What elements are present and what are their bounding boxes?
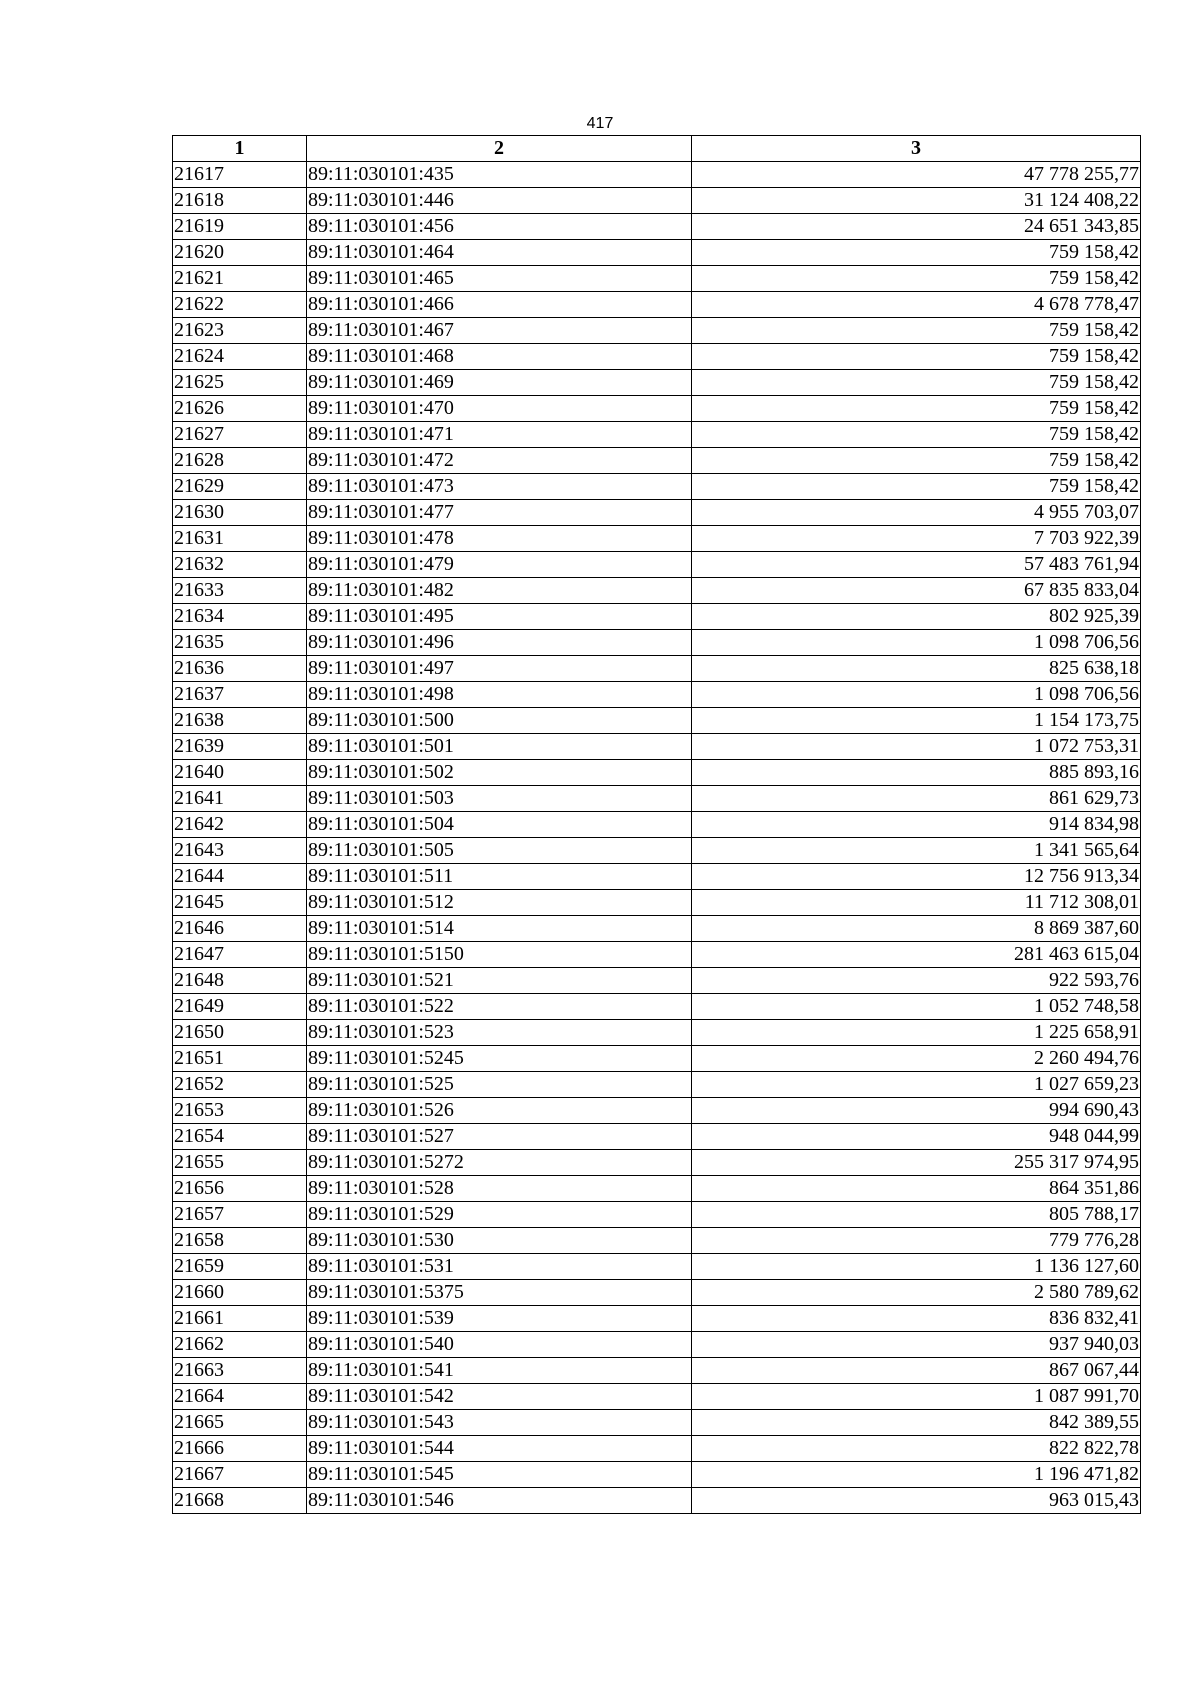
table-row bbox=[173, 240, 1141, 266]
cadastral-number-cell: 89:11:030101:473 bbox=[307, 474, 692, 500]
table-row bbox=[173, 500, 1141, 526]
header-row bbox=[173, 136, 1141, 162]
cadastral-number-cell: 89:11:030101:501 bbox=[307, 734, 692, 760]
table-row bbox=[173, 474, 1141, 500]
row-number-cell: 21625 bbox=[173, 370, 307, 396]
row-number-cell: 21636 bbox=[173, 656, 307, 682]
row-number-cell: 21641 bbox=[173, 786, 307, 812]
cadastral-number-cell: 89:11:030101:5375 bbox=[307, 1280, 692, 1306]
table-row bbox=[173, 734, 1141, 760]
cadastral-value-cell: 922 593,76 bbox=[692, 968, 1141, 994]
cadastral-number-cell: 89:11:030101:521 bbox=[307, 968, 692, 994]
table-row bbox=[173, 1020, 1141, 1046]
cadastral-value-cell: 11 712 308,01 bbox=[692, 890, 1141, 916]
row-number-cell: 21643 bbox=[173, 838, 307, 864]
cadastral-value-cell: 7 703 922,39 bbox=[692, 526, 1141, 552]
row-number-cell: 21618 bbox=[173, 188, 307, 214]
table-row bbox=[173, 1150, 1141, 1176]
table-header bbox=[173, 136, 1141, 162]
cadastral-value-cell: 1 072 753,31 bbox=[692, 734, 1141, 760]
row-number-cell: 21629 bbox=[173, 474, 307, 500]
cadastral-value-cell: 937 940,03 bbox=[692, 1332, 1141, 1358]
cadastral-number-cell: 89:11:030101:482 bbox=[307, 578, 692, 604]
cadastral-number-cell: 89:11:030101:465 bbox=[307, 266, 692, 292]
table-row bbox=[173, 1410, 1141, 1436]
cadastral-value-cell: 47 778 255,77 bbox=[692, 162, 1141, 188]
cadastral-number-cell: 89:11:030101:500 bbox=[307, 708, 692, 734]
cadastral-value-cell: 914 834,98 bbox=[692, 812, 1141, 838]
row-number-cell: 21656 bbox=[173, 1176, 307, 1202]
cadastral-number-cell: 89:11:030101:539 bbox=[307, 1306, 692, 1332]
cadastral-number-cell: 89:11:030101:467 bbox=[307, 318, 692, 344]
cadastral-number-cell: 89:11:030101:540 bbox=[307, 1332, 692, 1358]
cadastral-number-cell: 89:11:030101:511 bbox=[307, 864, 692, 890]
cadastral-value-cell: 805 788,17 bbox=[692, 1202, 1141, 1228]
cadastral-value-cell: 1 052 748,58 bbox=[692, 994, 1141, 1020]
cadastral-number-cell: 89:11:030101:528 bbox=[307, 1176, 692, 1202]
row-number-cell: 21644 bbox=[173, 864, 307, 890]
row-number-cell: 21659 bbox=[173, 1254, 307, 1280]
cadastral-value-cell: 2 260 494,76 bbox=[692, 1046, 1141, 1072]
cadastral-number-cell: 89:11:030101:495 bbox=[307, 604, 692, 630]
cadastral-value-cell: 1 225 658,91 bbox=[692, 1020, 1141, 1046]
column-header-2: 2 bbox=[307, 136, 692, 162]
row-number-cell: 21635 bbox=[173, 630, 307, 656]
row-number-cell: 21655 bbox=[173, 1150, 307, 1176]
cadastral-number-cell: 89:11:030101:5150 bbox=[307, 942, 692, 968]
table-row bbox=[173, 1436, 1141, 1462]
table-row bbox=[173, 656, 1141, 682]
cadastral-number-cell: 89:11:030101:545 bbox=[307, 1462, 692, 1488]
row-number-cell: 21639 bbox=[173, 734, 307, 760]
table-row bbox=[173, 708, 1141, 734]
cadastral-value-cell: 825 638,18 bbox=[692, 656, 1141, 682]
row-number-cell: 21622 bbox=[173, 292, 307, 318]
cadastral-number-cell: 89:11:030101:541 bbox=[307, 1358, 692, 1384]
cadastral-number-cell: 89:11:030101:469 bbox=[307, 370, 692, 396]
cadastral-number-cell: 89:11:030101:512 bbox=[307, 890, 692, 916]
row-number-cell: 21626 bbox=[173, 396, 307, 422]
cadastral-number-cell: 89:11:030101:472 bbox=[307, 448, 692, 474]
table-row bbox=[173, 838, 1141, 864]
row-number-cell: 21666 bbox=[173, 1436, 307, 1462]
table-row bbox=[173, 994, 1141, 1020]
cadastral-number-cell: 89:11:030101:478 bbox=[307, 526, 692, 552]
table-row bbox=[173, 188, 1141, 214]
cadastral-value-cell: 963 015,43 bbox=[692, 1488, 1141, 1514]
table-row bbox=[173, 760, 1141, 786]
cadastral-number-cell: 89:11:030101:543 bbox=[307, 1410, 692, 1436]
row-number-cell: 21632 bbox=[173, 552, 307, 578]
cadastral-value-cell: 4 678 778,47 bbox=[692, 292, 1141, 318]
row-number-cell: 21654 bbox=[173, 1124, 307, 1150]
cadastral-number-cell: 89:11:030101:435 bbox=[307, 162, 692, 188]
cadastral-number-cell: 89:11:030101:496 bbox=[307, 630, 692, 656]
row-number-cell: 21652 bbox=[173, 1072, 307, 1098]
table-row bbox=[173, 890, 1141, 916]
cadastral-number-cell: 89:11:030101:5245 bbox=[307, 1046, 692, 1072]
cadastral-number-cell: 89:11:030101:466 bbox=[307, 292, 692, 318]
table-row bbox=[173, 1488, 1141, 1514]
table-row bbox=[173, 396, 1141, 422]
table-row bbox=[173, 214, 1141, 240]
row-number-cell: 21648 bbox=[173, 968, 307, 994]
table-row bbox=[173, 1462, 1141, 1488]
row-number-cell: 21623 bbox=[173, 318, 307, 344]
cadastral-number-cell: 89:11:030101:530 bbox=[307, 1228, 692, 1254]
row-number-cell: 21631 bbox=[173, 526, 307, 552]
cadastral-value-cell: 759 158,42 bbox=[692, 318, 1141, 344]
table-row bbox=[173, 942, 1141, 968]
cadastral-value-cell: 255 317 974,95 bbox=[692, 1150, 1141, 1176]
table-row bbox=[173, 916, 1141, 942]
row-number-cell: 21620 bbox=[173, 240, 307, 266]
cadastral-value-cell: 867 067,44 bbox=[692, 1358, 1141, 1384]
table-row bbox=[173, 292, 1141, 318]
cadastral-number-cell: 89:11:030101:523 bbox=[307, 1020, 692, 1046]
cadastral-value-cell: 802 925,39 bbox=[692, 604, 1141, 630]
cadastral-number-cell: 89:11:030101:503 bbox=[307, 786, 692, 812]
page-number: 417 bbox=[586, 115, 614, 132]
cadastral-value-cell: 4 955 703,07 bbox=[692, 500, 1141, 526]
cadastral-value-cell: 842 389,55 bbox=[692, 1410, 1141, 1436]
cadastral-value-cell: 948 044,99 bbox=[692, 1124, 1141, 1150]
cadastral-number-cell: 89:11:030101:529 bbox=[307, 1202, 692, 1228]
cadastral-value-cell: 759 158,42 bbox=[692, 474, 1141, 500]
table-row bbox=[173, 1176, 1141, 1202]
cadastral-value-cell: 759 158,42 bbox=[692, 266, 1141, 292]
column-header-3: 3 bbox=[692, 136, 1141, 162]
row-number-cell: 21621 bbox=[173, 266, 307, 292]
row-number-cell: 21628 bbox=[173, 448, 307, 474]
row-number-cell: 21642 bbox=[173, 812, 307, 838]
table-row bbox=[173, 448, 1141, 474]
cadastral-value-cell: 1 154 173,75 bbox=[692, 708, 1141, 734]
cadastral-number-cell: 89:11:030101:505 bbox=[307, 838, 692, 864]
row-number-cell: 21668 bbox=[173, 1488, 307, 1514]
cadastral-value-cell: 31 124 408,22 bbox=[692, 188, 1141, 214]
cadastral-number-cell: 89:11:030101:526 bbox=[307, 1098, 692, 1124]
cadastral-number-cell: 89:11:030101:498 bbox=[307, 682, 692, 708]
cadastral-value-cell: 2 580 789,62 bbox=[692, 1280, 1141, 1306]
cadastral-value-cell: 759 158,42 bbox=[692, 344, 1141, 370]
cadastral-value-cell: 8 869 387,60 bbox=[692, 916, 1141, 942]
table-row bbox=[173, 682, 1141, 708]
cadastral-value-cell: 864 351,86 bbox=[692, 1176, 1141, 1202]
cadastral-number-cell: 89:11:030101:477 bbox=[307, 500, 692, 526]
table-row bbox=[173, 1306, 1141, 1332]
cadastral-number-cell: 89:11:030101:479 bbox=[307, 552, 692, 578]
row-number-cell: 21647 bbox=[173, 942, 307, 968]
table-row bbox=[173, 1280, 1141, 1306]
row-number-cell: 21640 bbox=[173, 760, 307, 786]
row-number-cell: 21619 bbox=[173, 214, 307, 240]
cadastral-number-cell: 89:11:030101:522 bbox=[307, 994, 692, 1020]
row-number-cell: 21649 bbox=[173, 994, 307, 1020]
cadastral-value-cell: 1 087 991,70 bbox=[692, 1384, 1141, 1410]
cadastral-number-cell: 89:11:030101:527 bbox=[307, 1124, 692, 1150]
cadastral-value-cell: 1 341 565,64 bbox=[692, 838, 1141, 864]
row-number-cell: 21665 bbox=[173, 1410, 307, 1436]
cadastral-number-cell: 89:11:030101:468 bbox=[307, 344, 692, 370]
cadastral-value-cell: 759 158,42 bbox=[692, 240, 1141, 266]
table-row bbox=[173, 1254, 1141, 1280]
table-row bbox=[173, 1124, 1141, 1150]
table-row bbox=[173, 162, 1141, 188]
row-number-cell: 21661 bbox=[173, 1306, 307, 1332]
cadastral-number-cell: 89:11:030101:546 bbox=[307, 1488, 692, 1514]
table-row bbox=[173, 370, 1141, 396]
row-number-cell: 21658 bbox=[173, 1228, 307, 1254]
cadastral-value-cell: 24 651 343,85 bbox=[692, 214, 1141, 240]
row-number-cell: 21637 bbox=[173, 682, 307, 708]
row-number-cell: 21663 bbox=[173, 1358, 307, 1384]
cadastral-number-cell: 89:11:030101:470 bbox=[307, 396, 692, 422]
table-row bbox=[173, 1332, 1141, 1358]
cadastral-number-cell: 89:11:030101:502 bbox=[307, 760, 692, 786]
cadastral-number-cell: 89:11:030101:464 bbox=[307, 240, 692, 266]
table-row bbox=[173, 344, 1141, 370]
table-row bbox=[173, 812, 1141, 838]
cadastral-number-cell: 89:11:030101:531 bbox=[307, 1254, 692, 1280]
cadastral-value-cell: 861 629,73 bbox=[692, 786, 1141, 812]
table-body bbox=[173, 162, 1141, 1514]
table-row bbox=[173, 1046, 1141, 1072]
cadastral-value-cell: 1 196 471,82 bbox=[692, 1462, 1141, 1488]
table-row bbox=[173, 318, 1141, 344]
cadastral-number-cell: 89:11:030101:446 bbox=[307, 188, 692, 214]
cadastral-value-cell: 759 158,42 bbox=[692, 396, 1141, 422]
row-number-cell: 21662 bbox=[173, 1332, 307, 1358]
table-row bbox=[173, 864, 1141, 890]
cadastral-value-cell: 759 158,42 bbox=[692, 448, 1141, 474]
cadastral-value-cell: 67 835 833,04 bbox=[692, 578, 1141, 604]
table-row bbox=[173, 1072, 1141, 1098]
row-number-cell: 21617 bbox=[173, 162, 307, 188]
cadastral-value-cell: 12 756 913,34 bbox=[692, 864, 1141, 890]
cadastral-number-cell: 89:11:030101:504 bbox=[307, 812, 692, 838]
row-number-cell: 21634 bbox=[173, 604, 307, 630]
cadastral-value-cell: 1 098 706,56 bbox=[692, 630, 1141, 656]
table-row bbox=[173, 1228, 1141, 1254]
row-number-cell: 21667 bbox=[173, 1462, 307, 1488]
cadastral-value-cell: 822 822,78 bbox=[692, 1436, 1141, 1462]
row-number-cell: 21638 bbox=[173, 708, 307, 734]
cadastral-value-cell: 1 136 127,60 bbox=[692, 1254, 1141, 1280]
table-row bbox=[173, 968, 1141, 994]
cadastral-number-cell: 89:11:030101:497 bbox=[307, 656, 692, 682]
cadastral-value-cell: 1 098 706,56 bbox=[692, 682, 1141, 708]
table-row bbox=[173, 266, 1141, 292]
row-number-cell: 21660 bbox=[173, 1280, 307, 1306]
table-row bbox=[173, 578, 1141, 604]
table-row bbox=[173, 604, 1141, 630]
cadastral-value-table bbox=[172, 135, 1141, 1514]
table-row bbox=[173, 1202, 1141, 1228]
cadastral-number-cell: 89:11:030101:471 bbox=[307, 422, 692, 448]
table-row bbox=[173, 786, 1141, 812]
cadastral-value-cell: 759 158,42 bbox=[692, 422, 1141, 448]
table-row bbox=[173, 630, 1141, 656]
cadastral-value-cell: 885 893,16 bbox=[692, 760, 1141, 786]
cadastral-value-cell: 836 832,41 bbox=[692, 1306, 1141, 1332]
cadastral-number-cell: 89:11:030101:544 bbox=[307, 1436, 692, 1462]
cadastral-value-cell: 759 158,42 bbox=[692, 370, 1141, 396]
cadastral-number-cell: 89:11:030101:514 bbox=[307, 916, 692, 942]
row-number-cell: 21645 bbox=[173, 890, 307, 916]
table-row bbox=[173, 1358, 1141, 1384]
table-row bbox=[173, 526, 1141, 552]
cadastral-value-cell: 779 776,28 bbox=[692, 1228, 1141, 1254]
cadastral-number-cell: 89:11:030101:456 bbox=[307, 214, 692, 240]
row-number-cell: 21650 bbox=[173, 1020, 307, 1046]
cadastral-number-cell: 89:11:030101:525 bbox=[307, 1072, 692, 1098]
row-number-cell: 21633 bbox=[173, 578, 307, 604]
cadastral-value-cell: 994 690,43 bbox=[692, 1098, 1141, 1124]
cadastral-number-cell: 89:11:030101:542 bbox=[307, 1384, 692, 1410]
row-number-cell: 21646 bbox=[173, 916, 307, 942]
cadastral-value-cell: 281 463 615,04 bbox=[692, 942, 1141, 968]
table-row bbox=[173, 552, 1141, 578]
row-number-cell: 21630 bbox=[173, 500, 307, 526]
column-header-1: 1 bbox=[173, 136, 307, 162]
row-number-cell: 21624 bbox=[173, 344, 307, 370]
row-number-cell: 21653 bbox=[173, 1098, 307, 1124]
row-number-cell: 21651 bbox=[173, 1046, 307, 1072]
row-number-cell: 21657 bbox=[173, 1202, 307, 1228]
row-number-cell: 21627 bbox=[173, 422, 307, 448]
cadastral-value-cell: 1 027 659,23 bbox=[692, 1072, 1141, 1098]
table-row bbox=[173, 1098, 1141, 1124]
cadastral-number-cell: 89:11:030101:5272 bbox=[307, 1150, 692, 1176]
cadastral-value-cell: 57 483 761,94 bbox=[692, 552, 1141, 578]
table-row bbox=[173, 1384, 1141, 1410]
row-number-cell: 21664 bbox=[173, 1384, 307, 1410]
table-row bbox=[173, 422, 1141, 448]
